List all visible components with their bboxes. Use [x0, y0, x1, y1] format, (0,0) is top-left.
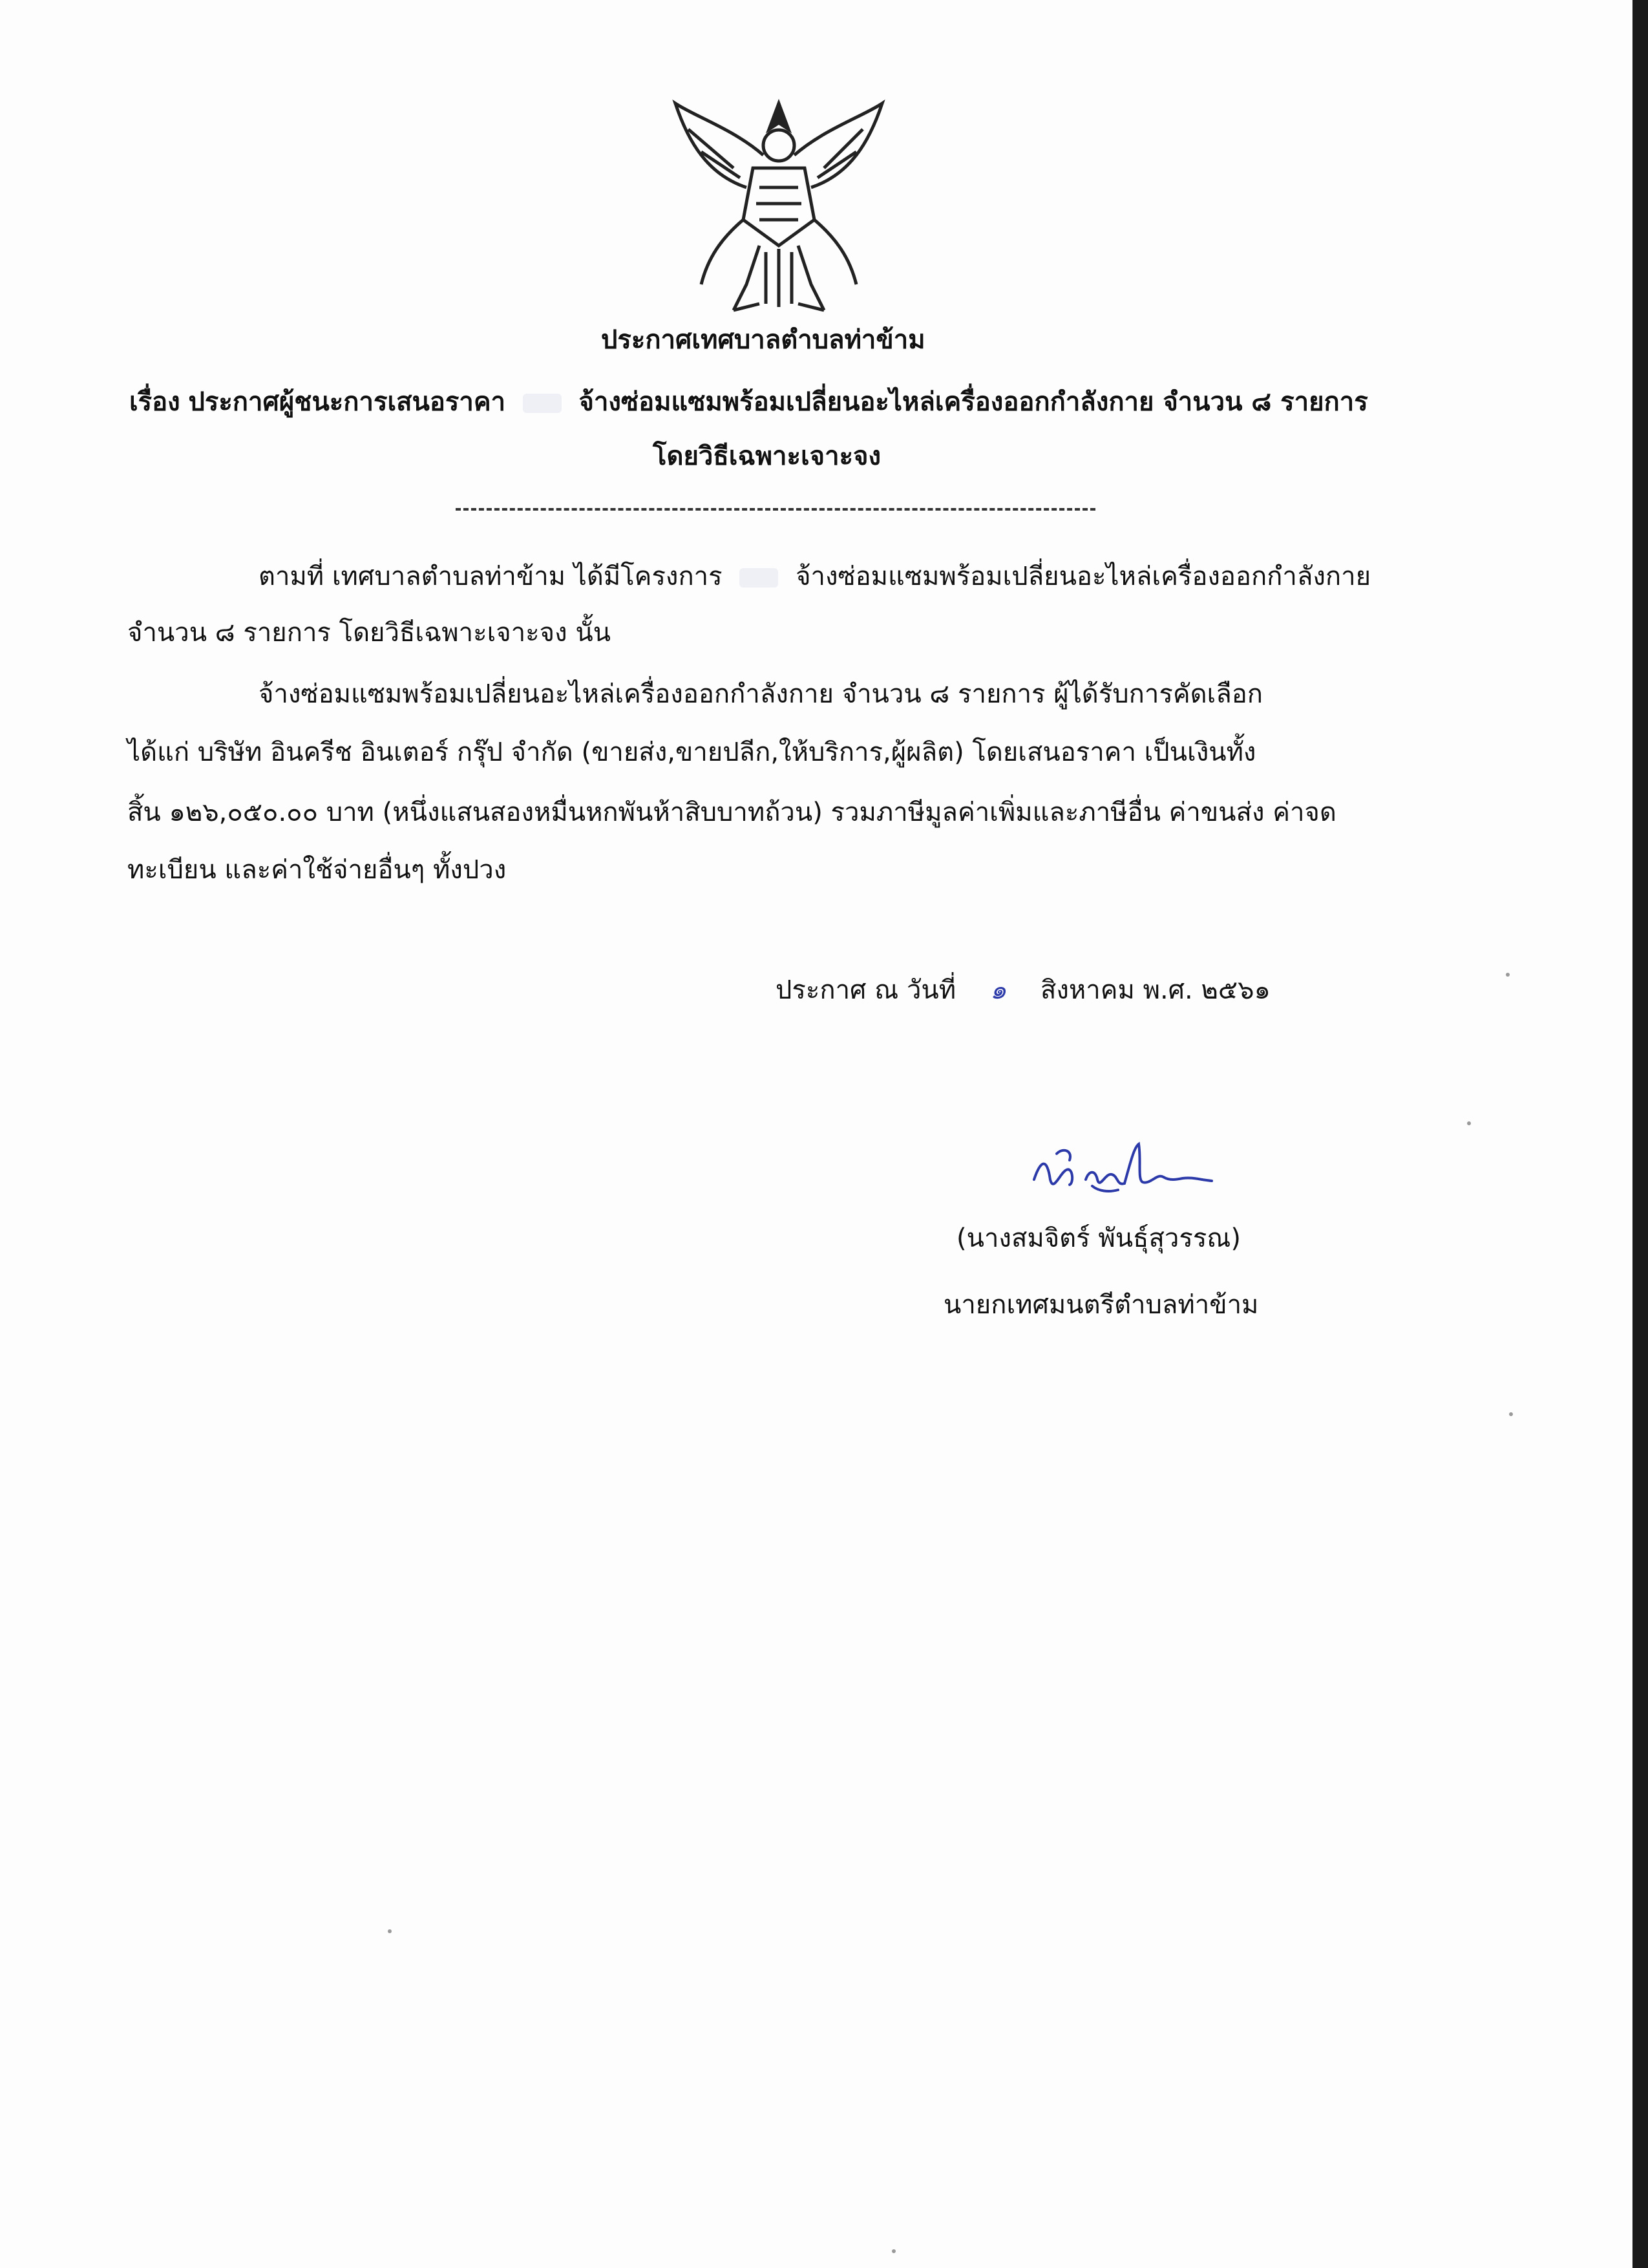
date-day: ๑ — [989, 975, 1007, 1005]
body-paragraph-2-line-4: ทะเบียน และค่าใช้จ่ายอื่นๆ ทั้งปวง — [127, 855, 507, 885]
dashed-divider — [456, 508, 1095, 511]
para1-text-a: ตามที่ เทศบาลตำบลท่าข้าม ได้มีโครงการ — [259, 562, 723, 591]
subject-label: เรื่อง — [129, 387, 180, 417]
subject-line — [129, 387, 1368, 418]
scan-speck — [1509, 1412, 1513, 1416]
garuda-emblem-icon — [669, 90, 889, 317]
redaction-mark — [523, 394, 562, 413]
subject-text: ประกาศผู้ชนะการเสนอราคา — [188, 387, 506, 417]
signatory-name: (นางสมจิตร์ พันธุ์สุวรรณ) — [956, 1224, 1241, 1253]
body-paragraph-2-line-3: สิ้น ๑๒๖,๐๕๐.๐๐ บาท (หนึ่งแสนสองหมื่นหกพันห้าสิบบาทถ้วน) รวมภาษีมูลค่าเพิ่มและภาษีอื่น ค่าขนส่ง ค่าจด — [127, 798, 1336, 827]
date-prefix: ประกาศ ณ วันที่ — [776, 975, 956, 1005]
signatory-position: นายกเทศมนตรีตำบลท่าข้าม — [944, 1290, 1259, 1320]
scan-edge-border — [1632, 0, 1648, 2268]
scan-speck — [1467, 1121, 1471, 1125]
date-month-year: สิงหาคม พ.ศ. ๒๕๖๑ — [1040, 975, 1271, 1005]
subject-method: โดยวิธีเฉพาะเจาะจง — [653, 441, 882, 471]
scan-speck — [892, 2249, 896, 2253]
document-title: ประกาศเทศบาลตำบลท่าข้าม — [601, 325, 925, 355]
handwritten-signature — [1028, 1134, 1221, 1212]
para1-text-b: จ้างซ่อมแซมพร้อมเปลี่ยนอะไหล่เครื่องออกกำลังกาย — [796, 562, 1371, 591]
body-paragraph-2-line-2: ได้แก่ บริษัท อินครีช อินเตอร์ กรุ๊ป จำกัด (ขายส่ง,ขายปลีก,ให้บริการ,ผู้ผลิต) โดยเสนอราคา เป็นเงินทั้ง — [127, 737, 1256, 767]
scan-speck — [1506, 973, 1510, 977]
body-paragraph-1-line-2: จำนวน ๘ รายการ โดยวิธีเฉพาะเจาะจง นั้น — [127, 618, 611, 648]
body-paragraph-1-line-1 — [259, 561, 1371, 592]
body-paragraph-2-line-1: จ้างซ่อมแซมพร้อมเปลี่ยนอะไหล่เครื่องออกกำลังกาย จำนวน ๘ รายการ ผู้ได้รับการคัดเลือก — [259, 679, 1263, 709]
subject-item: จ้างซ่อมแซมพร้อมเปลี่ยนอะไหล่เครื่องออกกำลังกาย จำนวน ๘ รายการ — [578, 387, 1368, 417]
announcement-date — [776, 975, 1271, 1006]
scan-speck — [388, 1929, 392, 1933]
redaction-mark — [739, 568, 778, 588]
